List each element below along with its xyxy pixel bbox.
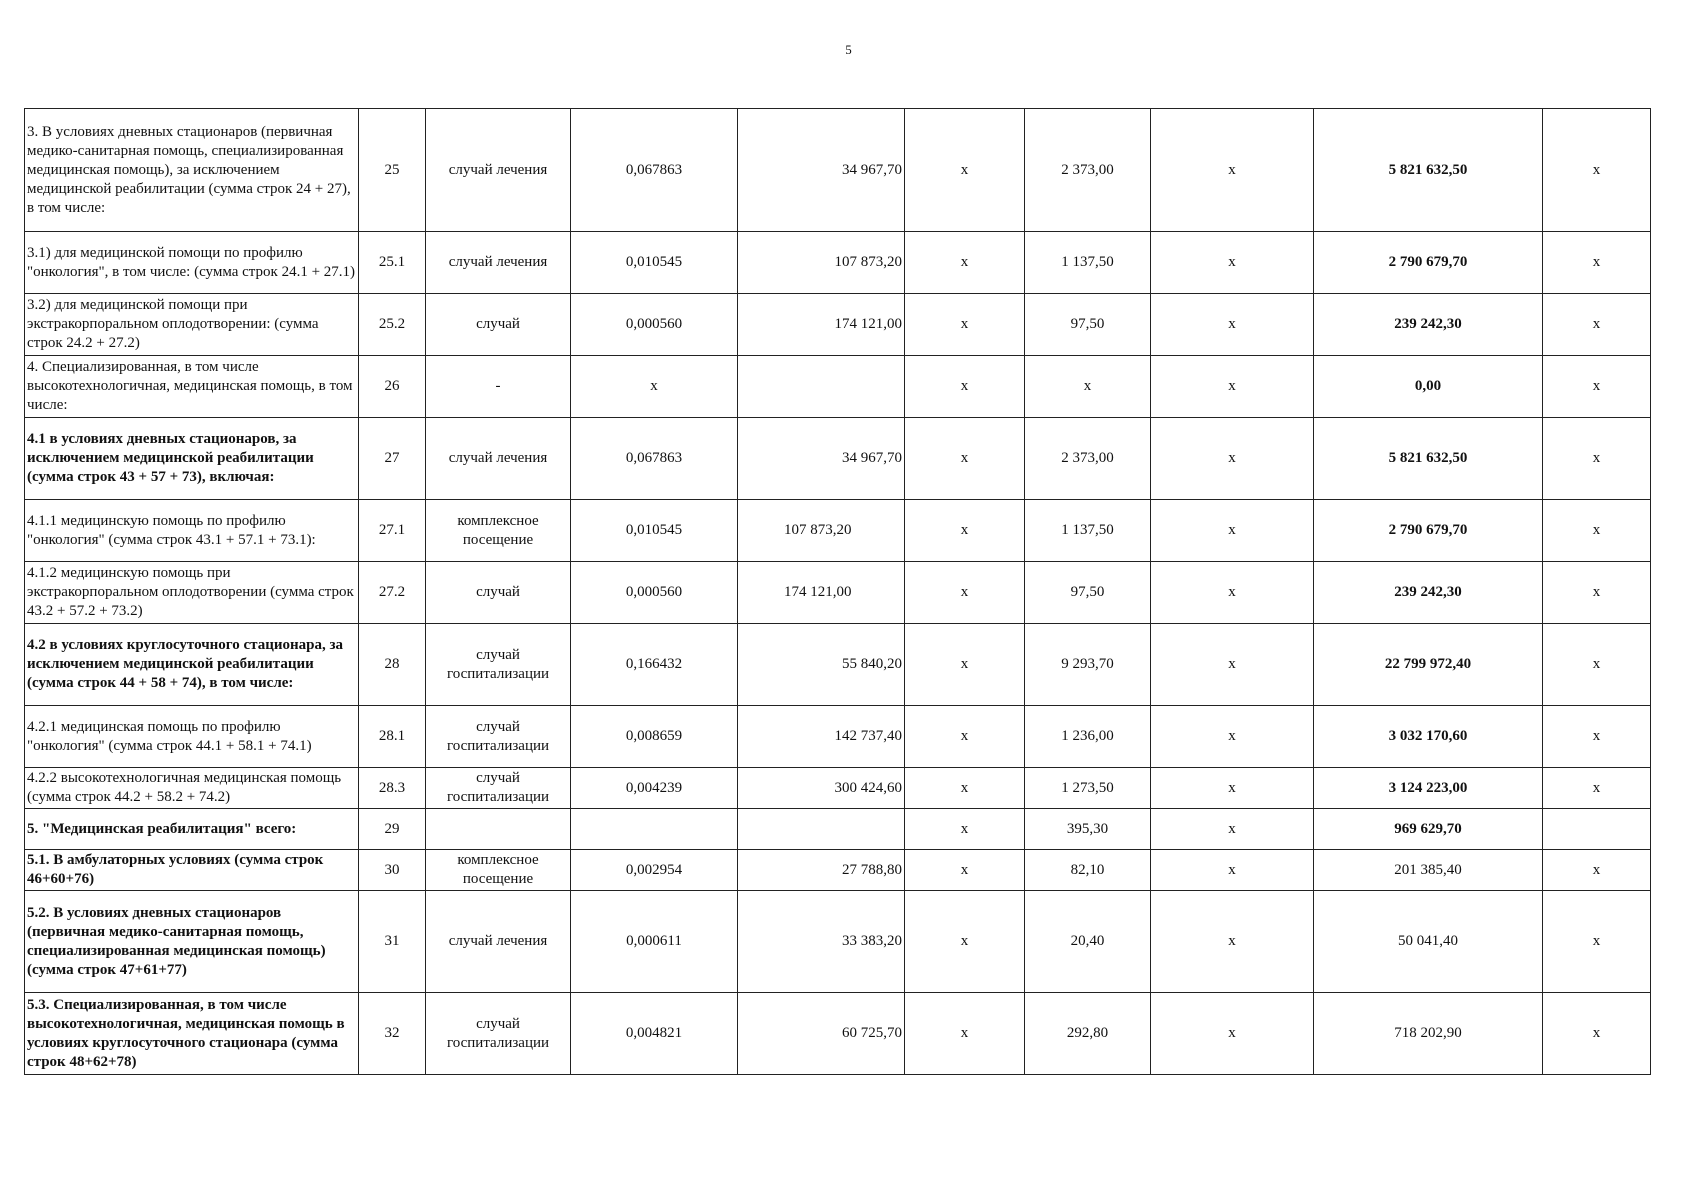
cost-norm: 174 121,00 — [738, 294, 905, 356]
row-number: 28 — [359, 624, 426, 706]
column-10-cell: х — [1543, 356, 1651, 418]
column-7-cell: 292,80 — [1025, 993, 1151, 1075]
row-number: 27.1 — [359, 500, 426, 562]
row-description: 4.1.1 медицинскую помощь по профилю "онкология" (сумма строк 43.1 + 57.1 + 73.1): — [25, 500, 359, 562]
column-7-cell: 97,50 — [1025, 562, 1151, 624]
row-description: 5.2. В условиях дневных стационаров (первичная медико-санитарная помощь, специализированная медицинская помощь) (сумма строк 47+61+77) — [25, 891, 359, 993]
column-6-cell: х — [905, 500, 1025, 562]
cost-norm: 300 424,60 — [738, 768, 905, 809]
unit-of-measure: случай госпитализации — [426, 706, 571, 768]
row-number: 25 — [359, 109, 426, 232]
row-number: 28.3 — [359, 768, 426, 809]
column-10-cell: х — [1543, 891, 1651, 993]
total-cost: 0,00 — [1314, 356, 1543, 418]
column-8-cell: х — [1151, 624, 1314, 706]
column-7-cell: 1 137,50 — [1025, 500, 1151, 562]
unit-of-measure: случай госпитализации — [426, 993, 571, 1075]
column-8-cell: х — [1151, 418, 1314, 500]
column-6-cell: х — [905, 109, 1025, 232]
volume-norm: 0,166432 — [571, 624, 738, 706]
cost-norm: 174 121,00 — [738, 562, 905, 624]
total-cost: 50 041,40 — [1314, 891, 1543, 993]
volume-norm: х — [571, 356, 738, 418]
unit-of-measure: случай лечения — [426, 109, 571, 232]
unit-of-measure: случай лечения — [426, 232, 571, 294]
cost-norm: 107 873,20 — [738, 232, 905, 294]
volume-norm: 0,010545 — [571, 500, 738, 562]
table-row — [25, 850, 1651, 891]
total-cost: 969 629,70 — [1314, 809, 1543, 850]
row-description: 4.1 в условиях дневных стационаров, за исключением медицинской реабилитации (сумма строк 43 + 57 + 73), включая: — [25, 418, 359, 500]
volume-norm: 0,000560 — [571, 294, 738, 356]
unit-of-measure: случай — [426, 294, 571, 356]
table-row — [25, 993, 1651, 1075]
volume-norm: 0,067863 — [571, 418, 738, 500]
column-10-cell: х — [1543, 993, 1651, 1075]
column-10-cell: х — [1543, 706, 1651, 768]
column-7-cell: 82,10 — [1025, 850, 1151, 891]
column-8-cell: х — [1151, 891, 1314, 993]
column-8-cell: х — [1151, 809, 1314, 850]
table-row — [25, 768, 1651, 809]
table-row — [25, 891, 1651, 993]
table-row — [25, 624, 1651, 706]
row-number: 31 — [359, 891, 426, 993]
cost-norm: 34 967,70 — [738, 109, 905, 232]
column-6-cell: х — [905, 768, 1025, 809]
column-10-cell: х — [1543, 768, 1651, 809]
row-description: 5.3. Специализированная, в том числе высокотехнологичная, медицинская помощь в условиях круглосуточного стационара (сумма строк 48+62+78) — [25, 993, 359, 1075]
row-description: 4.2.1 медицинская помощь по профилю "онкология" (сумма строк 44.1 + 58.1 + 74.1) — [25, 706, 359, 768]
table-row — [25, 706, 1651, 768]
column-7-cell: 395,30 — [1025, 809, 1151, 850]
volume-norm: 0,067863 — [571, 109, 738, 232]
column-10-cell: х — [1543, 500, 1651, 562]
total-cost: 201 385,40 — [1314, 850, 1543, 891]
cost-norm — [738, 356, 905, 418]
row-description: 3. В условиях дневных стационаров (первичная медико-санитарная помощь, специализированная медицинская помощь), за исключением медицинской реабилитации (сумма строк 24 + 27), в том числе: — [25, 109, 359, 232]
volume-norm: 0,000611 — [571, 891, 738, 993]
unit-of-measure: случай лечения — [426, 891, 571, 993]
row-number: 26 — [359, 356, 426, 418]
total-cost: 239 242,30 — [1314, 294, 1543, 356]
total-cost: 2 790 679,70 — [1314, 500, 1543, 562]
row-description: 4.2.2 высокотехнологичная медицинская помощь (сумма строк 44.2 + 58.2 + 74.2) — [25, 768, 359, 809]
total-cost: 3 124 223,00 — [1314, 768, 1543, 809]
row-description: 4. Специализированная, в том числе высокотехнологичная, медицинская помощь, в том числе: — [25, 356, 359, 418]
cost-norm: 107 873,20 — [738, 500, 905, 562]
column-8-cell: х — [1151, 706, 1314, 768]
column-7-cell: 2 373,00 — [1025, 418, 1151, 500]
column-7-cell: 20,40 — [1025, 891, 1151, 993]
row-description: 5. "Медицинская реабилитация" всего: — [25, 809, 359, 850]
column-8-cell: х — [1151, 500, 1314, 562]
column-10-cell: х — [1543, 624, 1651, 706]
unit-of-measure: случай — [426, 562, 571, 624]
total-cost: 718 202,90 — [1314, 993, 1543, 1075]
total-cost: 3 032 170,60 — [1314, 706, 1543, 768]
table-row — [25, 562, 1651, 624]
column-6-cell: х — [905, 706, 1025, 768]
table-row — [25, 809, 1651, 850]
table-row — [25, 500, 1651, 562]
column-7-cell: 1 137,50 — [1025, 232, 1151, 294]
page-number: 5 — [845, 42, 852, 57]
table-body — [25, 109, 1651, 1075]
column-7-cell: 9 293,70 — [1025, 624, 1151, 706]
column-6-cell: х — [905, 891, 1025, 993]
norms-table — [24, 108, 1651, 1075]
column-6-cell: х — [905, 850, 1025, 891]
row-description: 3.1) для медицинской помощи по профилю "онкология", в том числе: (сумма строк 24.1 + 27.1) — [25, 232, 359, 294]
table-row — [25, 356, 1651, 418]
column-8-cell: х — [1151, 294, 1314, 356]
total-cost: 2 790 679,70 — [1314, 232, 1543, 294]
cost-norm: 55 840,20 — [738, 624, 905, 706]
row-number: 28.1 — [359, 706, 426, 768]
volume-norm — [571, 809, 738, 850]
column-7-cell: 97,50 — [1025, 294, 1151, 356]
unit-of-measure: случай лечения — [426, 418, 571, 500]
row-number: 25.2 — [359, 294, 426, 356]
column-8-cell: х — [1151, 562, 1314, 624]
row-number: 30 — [359, 850, 426, 891]
total-cost: 5 821 632,50 — [1314, 109, 1543, 232]
column-7-cell: 1 273,50 — [1025, 768, 1151, 809]
column-10-cell: х — [1543, 418, 1651, 500]
row-description: 5.1. В амбулаторных условиях (сумма строк 46+60+76) — [25, 850, 359, 891]
unit-of-measure: - — [426, 356, 571, 418]
row-description: 3.2) для медицинской помощи при экстракорпоральном оплодотворении: (сумма строк 24.2 + 27.2) — [25, 294, 359, 356]
column-7-cell: 1 236,00 — [1025, 706, 1151, 768]
volume-norm: 0,000560 — [571, 562, 738, 624]
table-row — [25, 418, 1651, 500]
row-number: 29 — [359, 809, 426, 850]
volume-norm: 0,008659 — [571, 706, 738, 768]
cost-norm: 33 383,20 — [738, 891, 905, 993]
total-cost: 239 242,30 — [1314, 562, 1543, 624]
volume-norm: 0,004821 — [571, 993, 738, 1075]
total-cost: 22 799 972,40 — [1314, 624, 1543, 706]
unit-of-measure — [426, 809, 571, 850]
column-6-cell: х — [905, 418, 1025, 500]
column-10-cell: х — [1543, 232, 1651, 294]
column-8-cell: х — [1151, 232, 1314, 294]
column-8-cell: х — [1151, 768, 1314, 809]
unit-of-measure: комплексное посещение — [426, 850, 571, 891]
column-6-cell: х — [905, 562, 1025, 624]
column-10-cell: х — [1543, 294, 1651, 356]
column-10-cell: х — [1543, 562, 1651, 624]
cost-norm: 27 788,80 — [738, 850, 905, 891]
cost-norm: 34 967,70 — [738, 418, 905, 500]
cost-norm: 142 737,40 — [738, 706, 905, 768]
unit-of-measure: комплексное посещение — [426, 500, 571, 562]
volume-norm: 0,010545 — [571, 232, 738, 294]
volume-norm: 0,004239 — [571, 768, 738, 809]
total-cost: 5 821 632,50 — [1314, 418, 1543, 500]
column-6-cell: х — [905, 993, 1025, 1075]
row-description: 4.2 в условиях круглосуточного стационара, за исключением медицинской реабилитации (сумма строк 44 + 58 + 74), в том числе: — [25, 624, 359, 706]
cost-norm — [738, 809, 905, 850]
column-6-cell: х — [905, 356, 1025, 418]
table-row — [25, 109, 1651, 232]
column-8-cell: х — [1151, 109, 1314, 232]
table-row — [25, 232, 1651, 294]
column-8-cell: х — [1151, 993, 1314, 1075]
column-10-cell: х — [1543, 109, 1651, 232]
table-row — [25, 294, 1651, 356]
column-6-cell: х — [905, 624, 1025, 706]
cost-norm: 60 725,70 — [738, 993, 905, 1075]
column-7-cell: х — [1025, 356, 1151, 418]
row-number: 25.1 — [359, 232, 426, 294]
row-number: 27.2 — [359, 562, 426, 624]
unit-of-measure: случай госпитализации — [426, 768, 571, 809]
column-8-cell: х — [1151, 356, 1314, 418]
volume-norm: 0,002954 — [571, 850, 738, 891]
row-description: 4.1.2 медицинскую помощь при экстракорпоральном оплодотворении (сумма строк 43.2 + 57.2 + 73.2) — [25, 562, 359, 624]
column-10-cell — [1543, 809, 1651, 850]
column-10-cell: х — [1543, 850, 1651, 891]
column-6-cell: х — [905, 809, 1025, 850]
row-number: 27 — [359, 418, 426, 500]
column-7-cell: 2 373,00 — [1025, 109, 1151, 232]
column-6-cell: х — [905, 294, 1025, 356]
column-6-cell: х — [905, 232, 1025, 294]
row-number: 32 — [359, 993, 426, 1075]
column-8-cell: х — [1151, 850, 1314, 891]
unit-of-measure: случай госпитализации — [426, 624, 571, 706]
